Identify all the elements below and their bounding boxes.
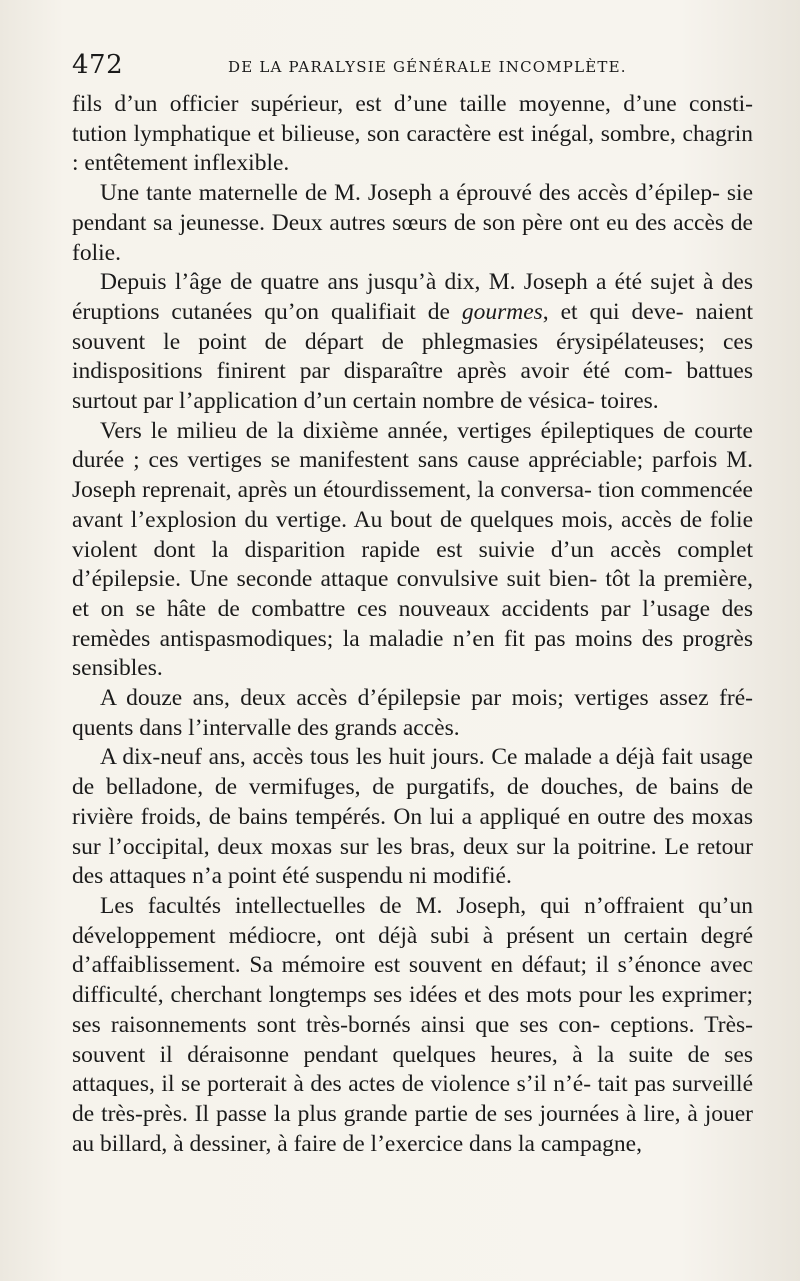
paragraph xyxy=(72,417,753,684)
paragraph xyxy=(72,179,753,268)
text-run: Les facultés intellectuelles de M. Joseph, qui n’offraient qu’un développement médiocre, ont déjà subi à présent un certain degré d’affaiblissement. Sa mémoire est souvent en défaut; il s’énonce avec difficulté, cherchant longtemps ses idées et des mots pour les exprimer; ses raisonnements sont très-bornés ainsi que ses con- ceptions. Très-souvent il déraisonne pendant quelques heures, à la suite de ses attaques, il se porterait à des actes de violence s’il n’é- tait pas surveillé de très-près. Il passe la plus grande partie de ses journées à lire, à jouer au billard, à dessiner, à faire de l’exercice dans la campagne, xyxy=(72,892,753,1157)
running-head xyxy=(72,50,752,84)
text-run: Vers le milieu de la dixième année, vertiges épileptiques de courte durée ; ces vertiges se manifestent sans cause appréciable; parfois M. Joseph reprenait, après un étourdissement, la conversa- tion commencée avant l’explosion du vertige. Au bout de quelques mois, accès de folie violent dont la disparition rapide est suivie d’un accès complet d’épilepsie. Une seconde attaque convulsive suit bien- tôt la première, et on se hâte de combattre ces nouveaux accidents par l’usage des remèdes antispasmodiques; la maladie n’en fit pas moins des progrès sensibles. xyxy=(72,417,753,682)
paragraph xyxy=(72,268,753,417)
running-title: DE LA PARALYSIE GÉNÉRALE INCOMPLÈTE. xyxy=(228,58,627,76)
body-text xyxy=(72,90,753,1159)
paragraph xyxy=(72,684,753,743)
text-run: Depuis l’âge de quatre ans jusqu’à dix, M. Joseph a été sujet à des éruptions cutanées qu’on qualifiait de xyxy=(72,269,753,325)
text-run: fils d’un officier supérieur, est d’une taille moyenne, d’une consti- tution lymphatique et bilieuse, son caractère est inégal, sombre, chagrin : entêtement inflexible. xyxy=(72,91,753,177)
paragraph xyxy=(72,90,753,179)
paragraph xyxy=(72,892,753,1159)
paragraph xyxy=(72,743,753,892)
page-number: 472 xyxy=(72,50,124,80)
text-run: A dix-neuf ans, accès tous les huit jours. Ce malade a déjà fait usage de belladone, de vermifuges, de purgatifs, de douches, de bains de rivière froids, de bains tempérés. On lui a appliqué en outre des moxas sur l’occipital, deux moxas sur les bras, deux sur la poitrine. Le retour des attaques n’a point été suspendu ni modifié. xyxy=(72,744,753,890)
text-run: Une tante maternelle de M. Joseph a éprouvé des accès d’épilep- sie pendant sa jeunesse. Deux autres sœurs de son père ont eu des accès de folie. xyxy=(72,180,753,266)
text-run: A douze ans, deux accès d’épilepsie par mois; vertiges assez fré- quents dans l’intervalle des grands accès. xyxy=(72,685,753,741)
text-run: , et qui deve- naient souvent le point de départ de phlegmasies érysipélateuses; ces indispositions finirent par disparaître après avoir été com- battues surtout par l’application d’un certain nombre de vésica- toires. xyxy=(72,298,753,415)
italic-term: gourmes xyxy=(461,298,543,325)
